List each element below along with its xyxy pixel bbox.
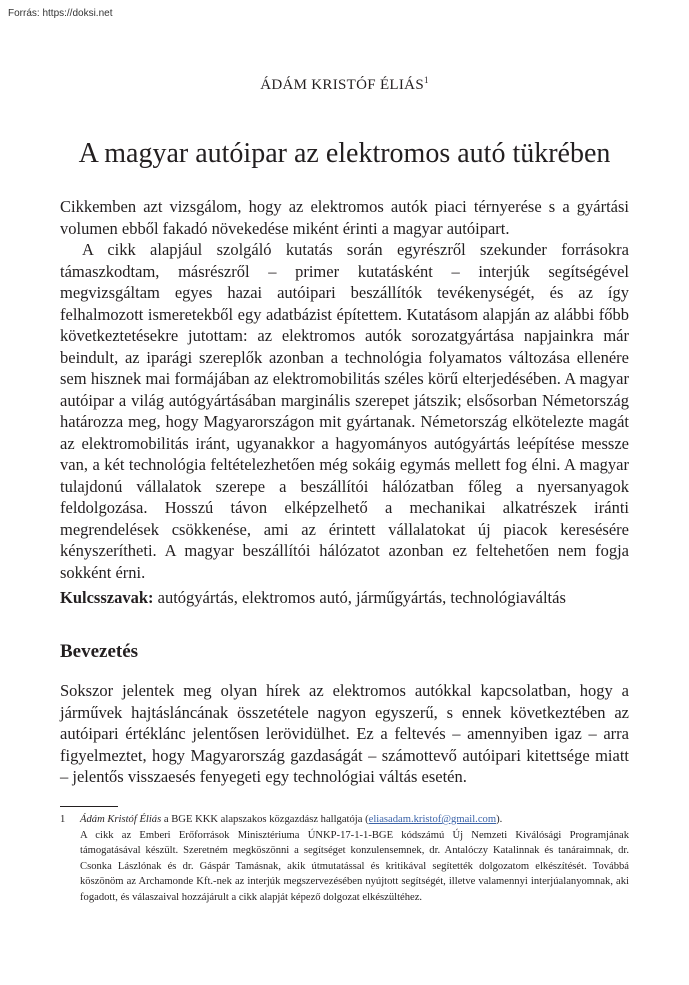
keywords-label: Kulcsszavak:	[60, 588, 154, 607]
keywords	[60, 588, 629, 608]
abstract-paragraph-1: Cikkemben azt vizsgálom, hogy az elektromos autók piaci térnyerése s a gyártási volumen ebből fakadó növekedése miként érinti a magyar autóipart.	[60, 197, 629, 238]
abstract	[60, 196, 629, 583]
footnote-close: ).	[496, 814, 503, 825]
footnote-acknowledgement: A cikk az Emberi Erőforrások Minisztériuma ÚNKP-17-1-1-BGE kódszámú Új Nemzeti Kiválósági Programjának támogatásával készült. Szeretném megköszönni a segítséget konzulensemnek, dr. Antalóczy Katalinnak és tanáraimnak, dr. Csonka Lászlónak és dr. Gáspár Tamásnak, akik útmutatással és kritikával segítették dolgozatom elkészítését. Továbbá köszönöm az Archamonde Kft.-nek az interjúk megszervezésében nyújtott segítségét, illetve valamennyi interjúalanyomnak, aki fogadott, és válaszaival hozzájárult a cikk alapját képező dolgozat elkészültéhez.	[80, 829, 629, 903]
footnote-affiliation: a BGE KKK alapszakos közgazdász hallgatója (	[161, 814, 369, 825]
author-line	[0, 75, 689, 94]
section-body	[60, 680, 629, 788]
article-title: A magyar autóipar az elektromos autó tükrében	[78, 138, 611, 169]
footnote-line-1	[80, 812, 629, 828]
footnote-divider	[60, 806, 118, 807]
keywords-text: autógyártás, elektromos autó, járműgyártás, technológiaváltás	[157, 588, 566, 607]
section-paragraph-1: Sokszor jelentek meg olyan hírek az elektromos autókkal kapcsolatban, hogy a járművek hajtásláncának összetétele nagyon egyszerű, s ennek következtében az autóipari értéklánc jelentősen lerövidülhet. Ez a feltevés – amennyiben igaz – arra figyelmeztet, hogy Magyarország gazdaságát – számottevő autóipari kitettsége miatt – jelentős visszaesés fenyegeti egy technológiai váltás esetén.	[60, 681, 629, 786]
footnote-author: Ádám Kristóf Éliás	[80, 814, 162, 825]
email-link[interactable]: eliasadam.kristof@gmail.com	[368, 814, 497, 825]
footnote	[60, 812, 629, 905]
source-watermark: Forrás: https://doksi.net	[8, 8, 113, 19]
author-name: ÁDÁM KRISTÓF ÉLIÁS	[260, 77, 424, 93]
author-footnote-mark[interactable]: 1	[423, 75, 429, 85]
section-heading: Bevezetés	[60, 641, 139, 662]
abstract-paragraph-2: A cikk alapjául szolgáló kutatás során egyrészről szekunder forrásokra támaszkodtam, másrészről – primer kutatásként – interjúk segítségével megvizsgáltam egyes hazai autóipari beszállítók tevékenységét, és az így felhalmozott ismeretekből egy adatbázist építettem. Kutatásom alapján az alábbi főbb következtetésekre jutottam: az elektromos autók sorozatgyártása napjainkra már beindult, az iparági szereplők azonban a technológia folyamatos változása ellenére sem hisznek mai formájában az elektromobilitás széles körű elterjedésében. A magyar autóipar a világ autógyártásában marginális szerepet játszik; elsősorban Németország határozza meg, hogy Magyarországon mit gyártanak. Németország elkötelezte magát az elektromobilitás iránt, ugyanakkor a hagyományos autógyártás leépítése messze van, a két technológia feltételezhetően még sokáig egymás mellett fog élni. A magyar tulajdonú vállalatok szerepe a beszállítói hálózatban főleg a nyersanyagok feldolgozása. Hosszú távon elképzelhető a mechanikai alkatrészek iránti megrendelések csökkenése, ami az érintett vállalatokat új piacok keresésére kényszerítheti. A magyar beszállítói hálózatot azonban ez feltehetően nem fogja sokként érni.	[60, 240, 629, 582]
footnote-number: 1	[60, 814, 66, 825]
